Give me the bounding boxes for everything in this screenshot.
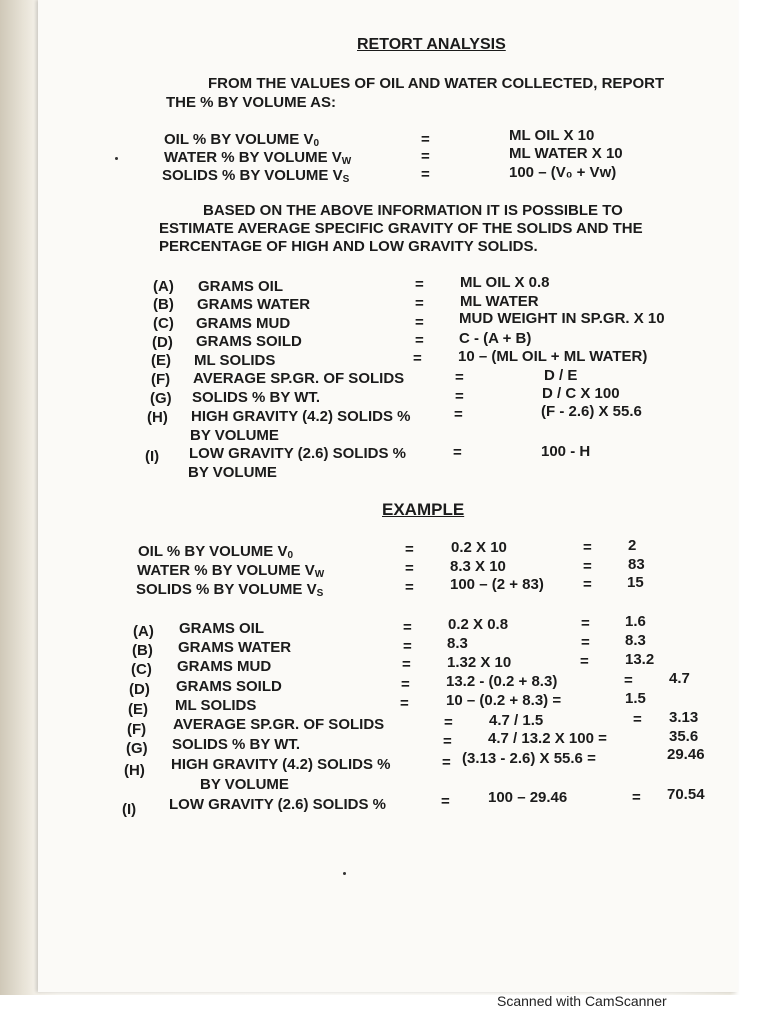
ex-eq2-b: = bbox=[581, 634, 590, 651]
ex-solids-result: 15 bbox=[627, 574, 644, 591]
ex-eq2-c: = bbox=[580, 653, 589, 670]
ex-key-f: (F) bbox=[127, 721, 147, 738]
based-line-3: PERCENTAGE OF HIGH AND LOW GRAVITY SOLIDS. bbox=[159, 238, 538, 255]
ex-eq-i: = bbox=[441, 793, 450, 810]
ex-expr-d: 13.2 - (0.2 + 8.3) bbox=[446, 673, 558, 690]
based-line-1: BASED ON THE ABOVE INFORMATION IT IS POSSIBLE TO bbox=[203, 202, 623, 219]
ex-key-g: (G) bbox=[126, 740, 148, 757]
ex-key-e: (E) bbox=[128, 701, 148, 718]
ex-result2-h: 29.46 bbox=[667, 746, 705, 763]
ex-eq-f: = bbox=[444, 714, 453, 731]
ex-eq2-f: = bbox=[633, 711, 642, 728]
ex-expr-b: 8.3 bbox=[447, 635, 468, 652]
ex-eq2-i: = bbox=[632, 789, 641, 806]
def-value-d: C - (A + B) bbox=[459, 330, 532, 347]
ex-key-b: (B) bbox=[132, 642, 153, 659]
ex-expr-g: 4.7 / 13.2 X 100 = bbox=[488, 730, 607, 747]
example-title: EXAMPLE bbox=[382, 500, 465, 519]
ex-eq-a: = bbox=[403, 619, 412, 636]
ex-key-h: (H) bbox=[124, 762, 145, 779]
solids-volume-formula: 100 – (V₀ + Vᴡ) bbox=[509, 164, 617, 181]
ex-oil-eq2: = bbox=[583, 539, 592, 556]
ex-water-result: 83 bbox=[628, 556, 645, 573]
ex-water-label: WATER % BY VOLUME $V_W$ bbox=[137, 562, 325, 580]
ex-eq2-a: = bbox=[581, 615, 590, 632]
ex-label2-h: BY VOLUME bbox=[200, 776, 289, 793]
def-value-g: D / C X 100 bbox=[542, 385, 620, 402]
ex-result2-d: 4.7 bbox=[669, 670, 690, 687]
ex-key-c: (C) bbox=[131, 661, 152, 678]
def-label2-h: BY VOLUME bbox=[190, 427, 279, 444]
water-volume-formula: ML WATER X 10 bbox=[509, 145, 623, 162]
def-key-g: (G) bbox=[150, 390, 172, 407]
def-value-f: D / E bbox=[544, 367, 578, 384]
ex-label-h: HIGH GRAVITY (4.2) SOLIDS % bbox=[171, 756, 391, 773]
ex-eq2-d: = bbox=[624, 672, 633, 689]
def-eq-c: = bbox=[415, 314, 424, 331]
def-eq-i: = bbox=[453, 444, 462, 461]
def-label-d: GRAMS SOILD bbox=[196, 333, 302, 350]
ex-solids-eq2: = bbox=[583, 576, 592, 593]
ex-solids-eq: = bbox=[405, 579, 414, 596]
def-key-a: (A) bbox=[153, 278, 174, 295]
ex-solids-expr: 100 – (2 + 83) bbox=[450, 576, 544, 593]
ex-expr-a: 0.2 X 0.8 bbox=[448, 616, 509, 633]
def-value-a: ML OIL X 0.8 bbox=[460, 274, 550, 291]
ex-result2-g: 35.6 bbox=[669, 728, 699, 745]
intro-line-1: FROM THE VALUES OF OIL AND WATER COLLECTED, REPORT bbox=[208, 75, 665, 92]
ex-label-b: GRAMS WATER bbox=[178, 639, 292, 656]
ex-eq-h: = bbox=[442, 754, 451, 771]
ex-oil-expr: 0.2 X 10 bbox=[451, 539, 507, 556]
intro-line-2: THE % BY VOLUME AS: bbox=[166, 94, 337, 111]
def-value-i: 100 - H bbox=[541, 443, 591, 460]
ex-expr-e: 10 – (0.2 + 8.3) = bbox=[446, 692, 562, 709]
def-value-b: ML WATER bbox=[460, 293, 539, 310]
ex-expr-f: 4.7 / 1.5 bbox=[489, 712, 544, 729]
ex-label-d: GRAMS SOILD bbox=[176, 678, 282, 695]
def-key-c: (C) bbox=[153, 315, 174, 332]
ex-oil-eq: = bbox=[405, 541, 414, 558]
def-label2-i: BY VOLUME bbox=[188, 464, 277, 481]
solids-volume-equals: = bbox=[421, 166, 430, 183]
ex-key-a: (A) bbox=[133, 623, 154, 640]
def-label-b: GRAMS WATER bbox=[197, 296, 311, 313]
ex-label-a: GRAMS OIL bbox=[179, 620, 264, 637]
ex-result2-f: 3.13 bbox=[669, 709, 699, 726]
def-key-d: (D) bbox=[152, 334, 173, 351]
ex-eq-d: = bbox=[401, 676, 410, 693]
ex-result2-i: 70.54 bbox=[667, 786, 705, 803]
ex-solids-label: SOLIDS % BY VOLUME $V_S$ bbox=[136, 581, 324, 599]
scanner-watermark: Scanned with CamScanner bbox=[497, 993, 667, 1009]
def-value-h: (F - 2.6) X 55.6 bbox=[541, 403, 642, 420]
ex-label-i: LOW GRAVITY (2.6) SOLIDS % bbox=[169, 796, 386, 813]
ex-result-c: 13.2 bbox=[625, 651, 655, 668]
def-value-e: 10 – (ML OIL + ML WATER) bbox=[458, 348, 648, 365]
def-label-g: SOLIDS % BY WT. bbox=[192, 389, 321, 406]
def-key-i: (I) bbox=[145, 448, 160, 465]
def-eq-d: = bbox=[415, 332, 424, 349]
stray-dot-2 bbox=[343, 872, 346, 875]
ex-label-f: AVERAGE SP.GR. OF SOLIDS bbox=[173, 716, 385, 733]
ex-expr-h: (3.13 - 2.6) X 55.6 = bbox=[462, 750, 596, 767]
ex-expr-i: 100 – 29.46 bbox=[488, 789, 568, 806]
def-key-f: (F) bbox=[151, 371, 171, 388]
def-label-f: AVERAGE SP.GR. OF SOLIDS bbox=[193, 370, 405, 387]
ex-result-a: 1.6 bbox=[625, 613, 646, 630]
def-label-h: HIGH GRAVITY (4.2) SOLIDS % bbox=[191, 408, 411, 425]
ex-result-e: 1.5 bbox=[625, 690, 646, 707]
ex-water-eq2: = bbox=[583, 558, 592, 575]
ex-water-eq: = bbox=[405, 560, 414, 577]
def-label-a: GRAMS OIL bbox=[198, 278, 283, 295]
oil-volume-label: OIL % BY VOLUME $V_0$ bbox=[164, 131, 320, 149]
ex-water-expr: 8.3 X 10 bbox=[450, 558, 506, 575]
oil-volume-equals: = bbox=[421, 131, 430, 148]
stray-dot bbox=[115, 157, 118, 160]
ex-result-b: 8.3 bbox=[625, 632, 646, 649]
def-eq-h: = bbox=[454, 406, 463, 423]
solids-volume-label: SOLIDS % BY VOLUME $V_S$ bbox=[162, 167, 350, 185]
def-eq-g: = bbox=[455, 388, 464, 405]
def-label-i: LOW GRAVITY (2.6) SOLIDS % bbox=[189, 445, 406, 462]
based-line-2: ESTIMATE AVERAGE SPECIFIC GRAVITY OF THE SOLIDS AND THE bbox=[159, 220, 643, 237]
ex-key-d: (D) bbox=[129, 681, 150, 698]
oil-volume-formula: ML OIL X 10 bbox=[509, 127, 595, 144]
ex-eq-c: = bbox=[402, 656, 411, 673]
def-eq-a: = bbox=[415, 276, 424, 293]
ex-eq-e: = bbox=[400, 695, 409, 712]
def-eq-e: = bbox=[413, 350, 422, 367]
ex-oil-label: OIL % BY VOLUME $V_0$ bbox=[138, 543, 294, 561]
def-key-b: (B) bbox=[153, 296, 174, 313]
ex-expr-c: 1.32 X 10 bbox=[447, 654, 512, 671]
water-volume-label: WATER % BY VOLUME $V_W$ bbox=[164, 149, 352, 167]
def-eq-f: = bbox=[455, 369, 464, 386]
ex-label-e: ML SOLIDS bbox=[175, 697, 257, 714]
def-key-h: (H) bbox=[147, 409, 168, 426]
water-volume-equals: = bbox=[421, 148, 430, 165]
def-label-e: ML SOLIDS bbox=[194, 352, 276, 369]
def-eq-b: = bbox=[415, 295, 424, 312]
def-label-c: GRAMS MUD bbox=[196, 315, 291, 332]
ex-label-g: SOLIDS % BY WT. bbox=[172, 736, 301, 753]
ex-oil-result: 2 bbox=[628, 537, 637, 554]
def-value-c: MUD WEIGHT IN SP.GR. X 10 bbox=[459, 310, 665, 327]
page-title: RETORT ANALYSIS bbox=[357, 36, 506, 53]
ex-label-c: GRAMS MUD bbox=[177, 658, 272, 675]
ex-eq-g: = bbox=[443, 733, 452, 750]
ex-key-i: (I) bbox=[122, 801, 137, 818]
def-key-e: (E) bbox=[151, 352, 171, 369]
ex-eq-b: = bbox=[403, 638, 412, 655]
